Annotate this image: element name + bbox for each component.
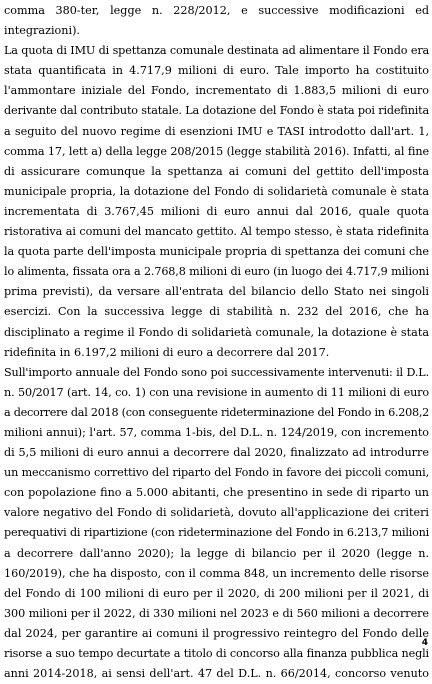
text-line: Sull'importo annuale del Fondo sono poi successivamente intervenuti: il D.L. <box>4 365 429 379</box>
text-line: derivante dal contributo statale. La dotazione del Fondo è stata poi ridefinita <box>4 104 429 118</box>
text-line: a decorrere dall'anno 2020); la legge di bilancio per il 2020 (legge n. <box>4 546 429 560</box>
text-line: prima previsti), da versare all'entrata del bilancio dello Stato nei singoli <box>4 285 429 299</box>
text-line: lo alimenta, fissata ora a 2.768,8 milioni di euro (in luogo dei 4.717,9 milioni <box>4 265 429 279</box>
text-line: comma 380-ter, legge n. 228/2012, e successive modificazioni ed <box>4 4 429 17</box>
text-line: l'ammontare iniziale del Fondo, incrementato di 1.883,5 milioni di euro <box>4 84 429 98</box>
text-line: 300 milioni per il 2022, di 330 milioni nel 2023 e di 560 milioni a decorrere <box>4 606 429 620</box>
text-line: valore negativo del Fondo di solidarietà, dovuto all'applicazione dei criteri <box>4 506 429 520</box>
text-line: incrementata di 3.767,45 milioni di euro annui dal 2016, quale quota <box>4 204 429 218</box>
text-line: disciplinato a regime il Fondo di solidarietà comunale, la dotazione è stata <box>4 325 429 339</box>
text-line: ristorativa ai comuni del mancato gettito. Al tempo stesso, è stata ridefinita <box>4 225 429 239</box>
body-text <box>4 1 429 684</box>
page-number: 4 <box>421 638 428 648</box>
text-line: un meccanismo correttivo del riparto del Fondo in favore dei piccoli comuni, <box>4 466 429 480</box>
text-line: a decorrere dal 2018 (con conseguente rideterminazione del Fondo in 6.208,2 <box>4 405 429 419</box>
text-line: stata quantificata in 4.717,9 milioni di euro. Tale importo ha costituito <box>4 64 429 78</box>
text-line: dal 2024, per garantire ai comuni il progressivo reintegro del Fondo delle <box>4 626 429 640</box>
text-line: di assicurare comunque la spettanza ai comuni del gettito dell'imposta <box>4 164 429 178</box>
text-line: con popolazione fino a 5.000 abitanti, che presentino in sede di riparto un <box>4 486 429 500</box>
text-line: n. 50/2017 (art. 14, co. 1) con una revisione in aumento di 11 milioni di euro <box>4 385 429 399</box>
text-line: ridefinita in 6.197,2 milioni di euro a decorrere dal 2017. <box>4 345 330 359</box>
text-line: milioni annui); l'art. 57, comma 1-bis, del D.L. n. 124/2019, con incremento <box>4 425 429 439</box>
text-line: del Fondo di 100 milioni di euro per il 2020, di 200 milioni per il 2021, di <box>4 586 429 600</box>
text-line: esercizi. Con la successiva legge di stabilità n. 232 del 2016, che ha <box>4 305 429 319</box>
text-line: La quota di IMU di spettanza comunale destinata ad alimentare il Fondo era <box>4 44 430 58</box>
text-line: di 5,5 milioni di euro annui a decorrere dal 2020, finalizzato ad introdurre <box>4 446 429 460</box>
text-line: 160/2019), che ha disposto, con il comma 848, un incremento delle risorse <box>4 566 429 580</box>
text-line: la quota parte dell'imposta municipale propria di spettanza dei comuni che <box>4 245 429 259</box>
text-line: risorse a suo tempo decurtate a titolo di concorso alla finanza pubblica negli <box>4 647 429 660</box>
text-line: municipale propria, la dotazione del Fondo di solidarietà comunale è stata <box>4 184 429 198</box>
text-line: a seguito del nuovo regime di esenzioni IMU e TASI introdotto dall'art. 1, <box>4 124 429 138</box>
text-line: comma 17, lett a) della legge 208/2015 (legge stabilità 2016). Infatti, al fine <box>4 144 429 158</box>
text-line: integrazioni). <box>4 24 80 38</box>
text-line: anni 2014-2018, ai sensi dell'art. 47 del D.L. n. 66/2014, concorso venuto <box>4 667 429 681</box>
text-line: perequativi di ripartizione (con rideterminazione del Fondo in 6.213,7 milioni <box>4 526 429 540</box>
